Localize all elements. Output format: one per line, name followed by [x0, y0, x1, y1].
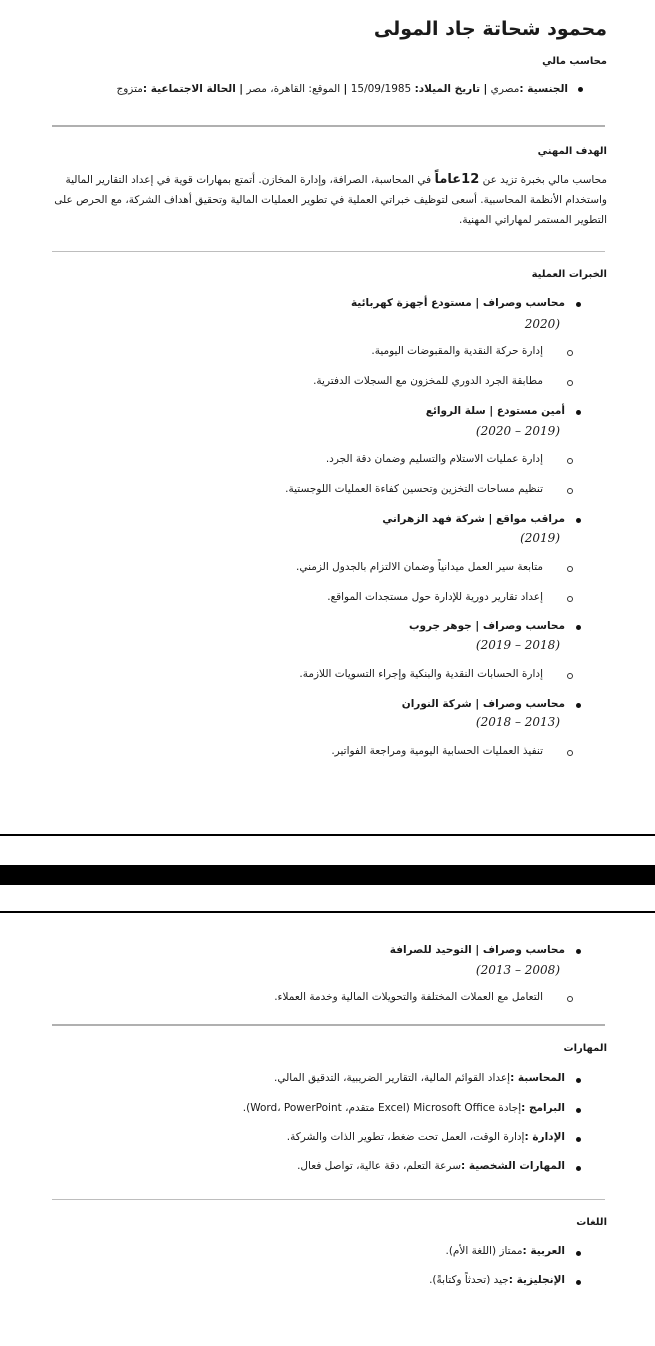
job-period: (2019) — [520, 531, 560, 545]
skill-text: إعداد القوائم المالية، التقارير الضريبية، التدقيق المالي. — [274, 1072, 511, 1084]
skill-text: سرعة التعلم، دقة عالية، تواصل فعال. — [297, 1160, 462, 1172]
bullet-icon — [576, 1251, 581, 1256]
divider — [0, 834, 655, 836]
language-item — [429, 1274, 565, 1286]
job-task: إدارة الحسابات النقدية والبنكية وإجراء التسويات اللازمة. — [299, 668, 543, 680]
section-title-languages: اللغات — [576, 1217, 607, 1228]
job-task: متابعة سير العمل ميدانياً وضمان الالتزام بالجدول الزمني. — [295, 561, 543, 573]
circle-bullet-icon — [567, 488, 573, 494]
bullet-icon — [576, 1078, 581, 1083]
circle-bullet-icon — [567, 996, 573, 1002]
job-title: أمين مستودع | سلة الروائع — [425, 405, 565, 417]
objective-text — [52, 170, 607, 230]
bullet-icon — [576, 625, 581, 630]
job-title: محاسب وصراف | جوهر جروب — [408, 620, 565, 632]
language-label: الإنجليزية : — [508, 1274, 565, 1286]
circle-bullet-icon — [567, 673, 573, 679]
language-text: ممتاز (اللغة الأم). — [445, 1245, 523, 1257]
section-title-experience: الخبرات العملية — [531, 269, 607, 280]
bullet-icon — [576, 703, 581, 708]
job-title: محاسب وصراف | مستودع أجهزة كهربائية — [350, 297, 565, 309]
job-task: تنفيذ العمليات الحسابية اليومية ومراجعة الفواتير. — [331, 745, 543, 757]
job-task: إدارة عمليات الاستلام والتسليم وضمان دقة الجرد. — [325, 453, 543, 465]
section-title-skills: المهارات — [563, 1043, 607, 1054]
language-text: جيد (تحدثاً وكتابةً). — [429, 1274, 509, 1286]
bullet-icon — [576, 410, 581, 415]
marital-value: متزوج — [116, 83, 143, 95]
job-period: (2020 — [524, 317, 560, 331]
skill-text: إدارة الوقت، العمل تحت ضغط، تطوير الذات والشركة. — [286, 1131, 525, 1143]
bullet-icon — [576, 302, 581, 307]
job-task: تنظيم مساحات التخزين وتحسين كفاءة العمليات اللوجستية. — [285, 483, 543, 495]
birth-label: تاريخ الميلاد: — [414, 83, 481, 95]
skill-item — [287, 1131, 565, 1143]
skill-item — [274, 1072, 565, 1084]
section-title-objective: الهدف المهني — [537, 146, 607, 157]
page-separator — [0, 834, 655, 913]
skill-item — [297, 1160, 565, 1172]
candidate-title: محاسب مالي — [542, 56, 607, 67]
objective-years: 12عاماً — [434, 172, 480, 187]
job-task: التعامل مع العملات المختلفة والتحويلات المالية وخدمة العملاء. — [274, 991, 543, 1003]
job-title: محاسب وصراف | شركة النوران — [401, 698, 565, 710]
resume-page-2 — [0, 913, 655, 1346]
marital-label: الحالة الاجتماعية : — [142, 83, 236, 95]
job-task: إدارة حركة النقدية والمقبوضات اليومية. — [371, 345, 543, 357]
circle-bullet-icon — [567, 458, 573, 464]
job-title: محاسب وصراف | التوحيد للصرافة — [389, 944, 565, 956]
objective-pre: محاسب مالي بخبرة تزيد عن — [479, 174, 607, 186]
skill-text: إجادة Microsoft Office (Excel متقدم، Word، PowerPoint). — [242, 1102, 522, 1114]
skill-label: الإدارة : — [524, 1131, 565, 1143]
nationality-value: مصري — [490, 83, 520, 95]
personal-info-line — [116, 83, 583, 95]
divider — [52, 1024, 605, 1026]
job-period: (2019 – 2020) — [475, 424, 560, 438]
circle-bullet-icon — [567, 750, 573, 756]
nationality-label: الجنسية : — [519, 83, 568, 95]
bullet-icon — [576, 1108, 581, 1113]
objective-post: في المحاسبة، الصرافة، وإدارة المخازن. أتمتع بمهارات قوية في إعداد التقارير المالية واستخدام الأنظمة المحاسبية. أسعى لتوظيف خبراتي العملية في تطوير العمليات المالية وتحقيق أهداف الشركة، مع الحرص على التطوير المستمر لمهاراتي المهنية. — [54, 174, 607, 226]
skill-label: البرامج : — [521, 1102, 565, 1114]
bullet-icon — [578, 87, 583, 92]
bullet-icon — [576, 949, 581, 954]
circle-bullet-icon — [567, 380, 573, 386]
location-value: الموقع: القاهرة، مصر — [246, 83, 341, 95]
bullet-icon — [576, 1280, 581, 1285]
language-label: العربية : — [522, 1245, 565, 1257]
bullet-icon — [576, 1166, 581, 1171]
skill-label: المهارات الشخصية : — [461, 1160, 565, 1172]
birth-value: 15/09/1985 — [350, 83, 412, 95]
divider — [52, 251, 605, 252]
circle-bullet-icon — [567, 566, 573, 572]
job-task: إعداد تقارير دورية للإدارة حول مستجدات المواقع. — [327, 591, 543, 603]
page-break-bar — [0, 865, 655, 885]
job-period: (2013 – 2018) — [475, 715, 560, 729]
skill-label: المحاسبة : — [510, 1072, 565, 1084]
circle-bullet-icon — [567, 596, 573, 602]
job-title: مراقب مواقع | شركة فهد الزهراني — [382, 513, 565, 525]
language-item — [446, 1245, 566, 1257]
job-period: (2008 – 2013) — [475, 963, 560, 977]
bullet-icon — [576, 518, 581, 523]
candidate-name: محمود شحاتة جاد المولى — [373, 18, 607, 40]
job-task: مطابقة الجرد الدوري للمخزون مع السجلات الدفترية. — [313, 375, 543, 387]
separator: | — [343, 83, 348, 95]
job-period: (2018 – 2019) — [475, 638, 560, 652]
divider — [52, 1199, 605, 1200]
bullet-icon — [576, 1137, 581, 1142]
separator: | — [239, 83, 244, 95]
separator: | — [483, 83, 488, 95]
divider — [52, 125, 605, 127]
circle-bullet-icon — [567, 350, 573, 356]
skill-item — [243, 1102, 565, 1114]
